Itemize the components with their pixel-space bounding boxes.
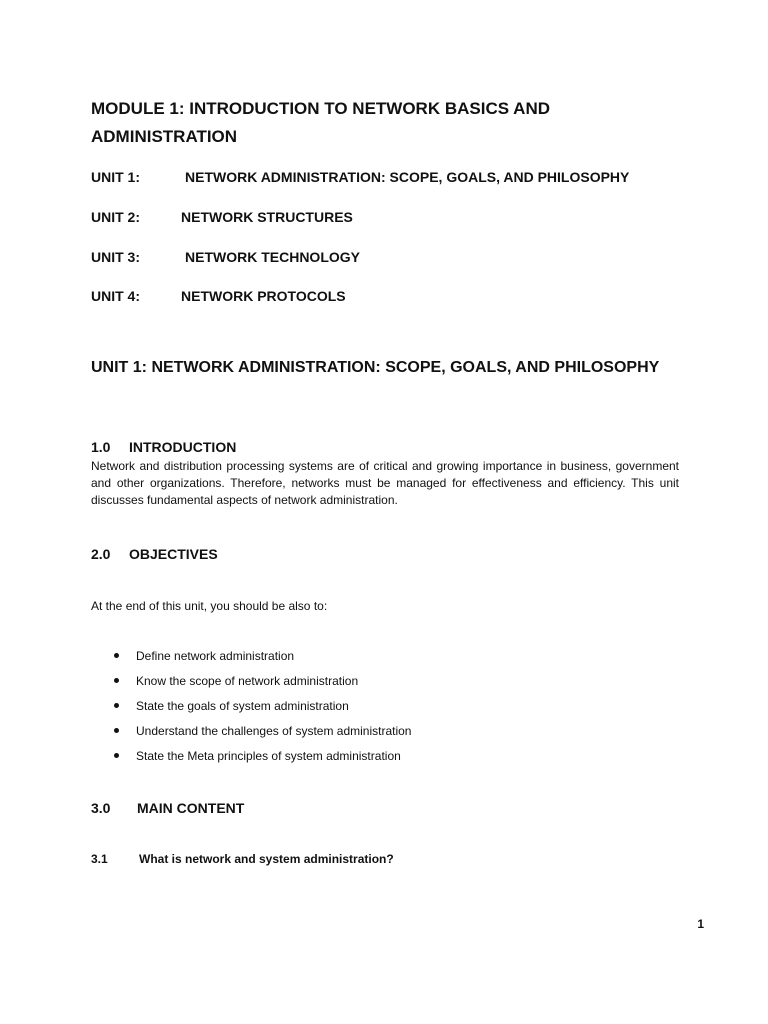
- section-title: OBJECTIVES: [129, 546, 218, 562]
- objective-text: State the goals of system administration: [136, 699, 349, 713]
- list-item: [110, 648, 411, 673]
- unit-number: UNIT 2:: [91, 209, 140, 225]
- module-title: MODULE 1: INTRODUCTION TO NETWORK BASICS AND ADMINISTRATION: [91, 99, 550, 146]
- unit-number: UNIT 4:: [91, 288, 140, 304]
- introduction-paragraph: Network and distribution processing systems are of critical and growing importance in business, government and other organizations. Therefore, networks must be managed for effectiveness and efficiency. This unit discusses fundamental aspects of network administration.: [91, 459, 679, 507]
- list-item: [110, 723, 411, 748]
- objective-text: Know the scope of network administration: [136, 674, 359, 688]
- section-title: INTRODUCTION: [129, 439, 237, 455]
- unit-title: NETWORK STRUCTURES: [181, 209, 353, 225]
- unit-title: NETWORK PROTOCOLS: [181, 288, 346, 304]
- page-number: 1: [697, 917, 704, 931]
- objective-text: Define network administration: [136, 649, 295, 663]
- unit-number: UNIT 3:: [91, 249, 140, 265]
- list-item: [110, 673, 411, 698]
- bullet-icon: [114, 728, 119, 733]
- objectives-intro: At the end of this unit, you should be also to:: [91, 599, 328, 613]
- objective-text: State the Meta principles of system administration: [136, 749, 401, 763]
- section-number: 2.0: [91, 546, 111, 562]
- subsection-title: What is network and system administration?: [139, 852, 394, 866]
- bullet-icon: [114, 678, 119, 683]
- list-item: [110, 748, 411, 773]
- bullet-icon: [114, 753, 119, 758]
- section-title: MAIN CONTENT: [137, 800, 245, 816]
- objective-text: Understand the challenges of system administration: [136, 724, 412, 738]
- objectives-list: [110, 648, 411, 773]
- list-item: [110, 698, 411, 723]
- bullet-icon: [114, 703, 119, 708]
- unit-title: NETWORK ADMINISTRATION: SCOPE, GOALS, AND PHILOSOPHY: [185, 169, 630, 185]
- unit-number: UNIT 1:: [91, 169, 140, 185]
- section-number: 3.0: [91, 800, 111, 816]
- section-number: 1.0: [91, 439, 111, 455]
- bullet-icon: [114, 653, 119, 658]
- subsection-number: 3.1: [91, 852, 108, 866]
- unit-heading: UNIT 1: NETWORK ADMINISTRATION: SCOPE, GOALS, AND PHILOSOPHY: [91, 359, 660, 376]
- unit-title: NETWORK TECHNOLOGY: [185, 249, 360, 265]
